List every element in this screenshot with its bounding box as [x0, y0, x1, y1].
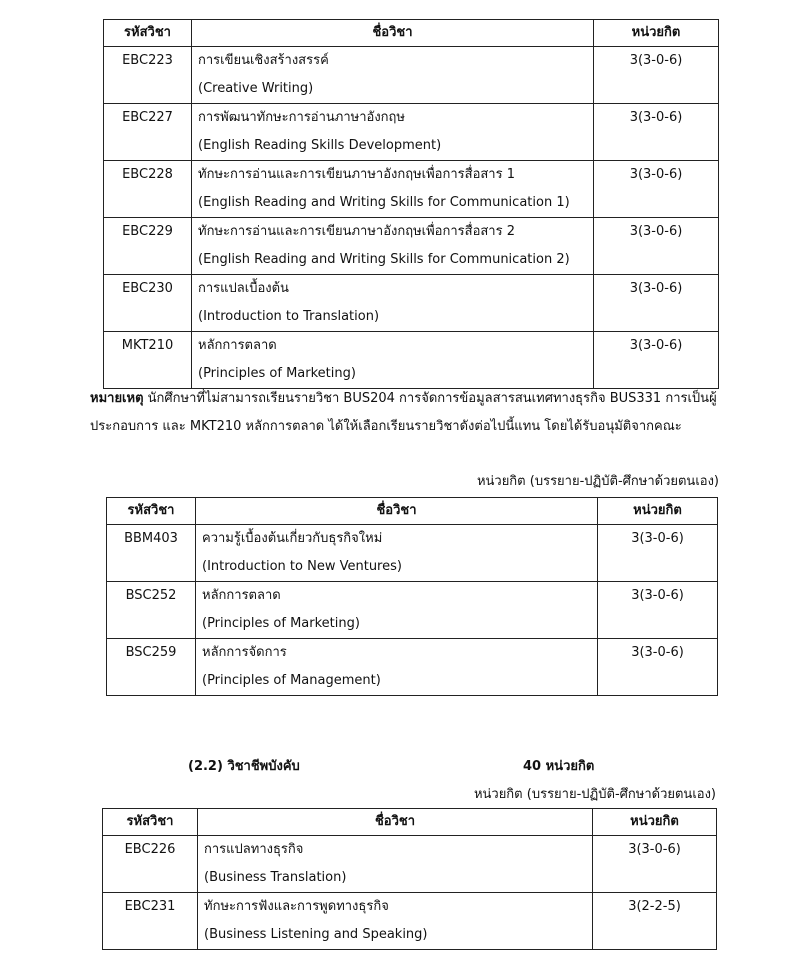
course-name: [198, 893, 593, 950]
course-credit: 3(2-2-5): [593, 893, 717, 950]
table-row: [104, 275, 719, 332]
table-row: [104, 47, 719, 104]
course-name-th: ทักษะการฟังและการพูดทางธุรกิจ: [204, 899, 389, 914]
course-name-th: ความรู้เบื้องต้นเกี่ยวกับธุรกิจใหม่: [202, 531, 383, 546]
section-credits: 40 หน่วยกิต: [523, 759, 595, 774]
course-name: [196, 582, 598, 639]
table-header-row: [107, 498, 718, 525]
course-credit: 3(3-0-6): [594, 218, 719, 275]
table-row: [107, 582, 718, 639]
course-name-en: (Introduction to New Ventures): [202, 559, 402, 574]
table-row: [103, 836, 717, 893]
course-name-en: (English Reading Skills Development): [198, 138, 442, 153]
header-name: ชื่อวิชา: [192, 20, 594, 47]
course-name-th: การแปลเบื้องต้น: [198, 281, 289, 296]
course-code: MKT210: [104, 332, 192, 389]
table-row: [104, 104, 719, 161]
course-credit: 3(3-0-6): [598, 525, 718, 582]
table-header-row: [103, 809, 717, 836]
header-credit: หน่วยกิต: [594, 20, 719, 47]
course-credit: 3(3-0-6): [594, 47, 719, 104]
course-name: [196, 525, 598, 582]
course-name-en: (Principles of Management): [202, 673, 381, 688]
course-credit: 3(3-0-6): [594, 104, 719, 161]
table-row: [104, 161, 719, 218]
course-code: EBC230: [104, 275, 192, 332]
course-name: [192, 218, 594, 275]
course-name-en: (English Reading and Writing Skills for Communication 2): [198, 252, 570, 267]
course-code: BSC259: [107, 639, 196, 696]
course-name-th: หลักการจัดการ: [202, 645, 287, 660]
header-name: ชื่อวิชา: [198, 809, 593, 836]
table-row: [104, 332, 719, 389]
course-name-th: การพัฒนาทักษะการอ่านภาษาอังกฤษ: [198, 110, 405, 125]
course-table-2: [106, 497, 718, 696]
course-name-th: การแปลทางธุรกิจ: [204, 842, 304, 857]
header-credit: หน่วยกิต: [593, 809, 717, 836]
course-name-th: หลักการตลาด: [198, 338, 277, 353]
course-code: BSC252: [107, 582, 196, 639]
course-name-th: ทักษะการอ่านและการเขียนภาษาอังกฤษเพื่อการสื่อสาร 1: [198, 167, 515, 182]
course-name: [192, 275, 594, 332]
header-name: ชื่อวิชา: [196, 498, 598, 525]
course-name: [192, 332, 594, 389]
course-name-en: (Creative Writing): [198, 81, 314, 96]
credit-unit-caption: หน่วยกิต (บรรยาย-ปฏิบัติ-ศึกษาด้วยตนเอง): [473, 787, 716, 802]
header-code: รหัสวิชา: [107, 498, 196, 525]
course-code: EBC223: [104, 47, 192, 104]
course-name: [192, 47, 594, 104]
course-code: BBM403: [107, 525, 196, 582]
header-code: รหัสวิชา: [103, 809, 198, 836]
course-credit: 3(3-0-6): [598, 639, 718, 696]
course-code: EBC228: [104, 161, 192, 218]
course-name: [192, 104, 594, 161]
section-title: (2.2) วิชาชีพบังคับ: [188, 759, 300, 774]
course-credit: 3(3-0-6): [594, 275, 719, 332]
remark-note: [90, 385, 730, 441]
course-name-th: การเขียนเชิงสร้างสรรค์: [198, 53, 329, 68]
course-credit: 3(3-0-6): [594, 332, 719, 389]
course-credit: 3(3-0-6): [593, 836, 717, 893]
course-credit: 3(3-0-6): [598, 582, 718, 639]
course-name-th: ทักษะการอ่านและการเขียนภาษาอังกฤษเพื่อการสื่อสาร 2: [198, 224, 515, 239]
course-credit: 3(3-0-6): [594, 161, 719, 218]
course-name-en: (Business Translation): [204, 870, 347, 885]
table-row: [103, 893, 717, 950]
course-table-3: [102, 808, 717, 950]
course-code: EBC229: [104, 218, 192, 275]
table-row: [104, 218, 719, 275]
table-row: [107, 639, 718, 696]
header-code: รหัสวิชา: [104, 20, 192, 47]
table-header-row: [104, 20, 719, 47]
course-name-en: (Principles of Marketing): [202, 616, 360, 631]
header-credit: หน่วยกิต: [598, 498, 718, 525]
course-name-th: หลักการตลาด: [202, 588, 281, 603]
course-name-en: (Introduction to Translation): [198, 309, 380, 324]
course-name-en: (Business Listening and Speaking): [204, 927, 428, 942]
course-code: EBC226: [103, 836, 198, 893]
course-code: EBC227: [104, 104, 192, 161]
course-name: [196, 639, 598, 696]
credit-unit-caption: หน่วยกิต (บรรยาย-ปฏิบัติ-ศึกษาด้วยตนเอง): [476, 474, 719, 489]
course-name: [192, 161, 594, 218]
course-code: EBC231: [103, 893, 198, 950]
course-name-en: (Principles of Marketing): [198, 366, 356, 381]
course-name: [198, 836, 593, 893]
course-name-en: (English Reading and Writing Skills for Communication 1): [198, 195, 570, 210]
remark-label: หมายเหตุ: [90, 391, 144, 406]
remark-text: นักศึกษาที่ไม่สามารถเรียนรายวิชา BUS204 การจัดการข้อมูลสารสนเทศทางธุรกิจ BUS331 การเป็นผู้ประกอบการ และ MKT210 หลักการตลาด ได้ให้เลือกเรียนรายวิชาดังต่อไปนี้แทน โดยได้รับอนุมัติจากคณะ: [90, 391, 717, 434]
table-row: [107, 525, 718, 582]
course-table-1: [103, 19, 719, 389]
